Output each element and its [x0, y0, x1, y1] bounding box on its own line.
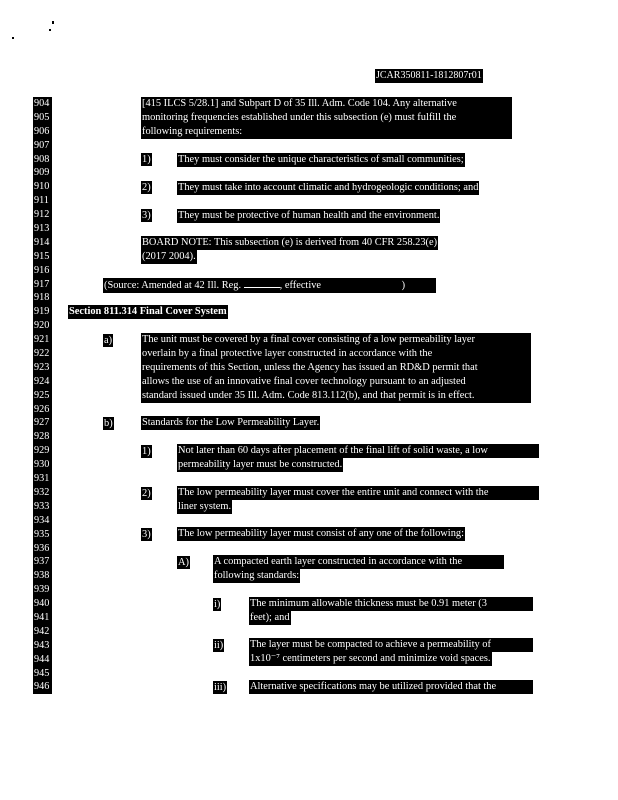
- line-number: 921: [34, 334, 50, 346]
- roman-line: The layer must be compacted to achieve a permeability of: [249, 638, 533, 652]
- requirement-text: They must consider the unique characteristics of small communities;: [178, 154, 464, 165]
- subitem-line: following standards:: [214, 570, 300, 581]
- line-number: 935: [34, 528, 50, 540]
- line-number: 941: [34, 611, 50, 623]
- requirement-label: 3): [142, 210, 151, 221]
- intro-line: following requirements:: [141, 125, 512, 139]
- line-number: 912: [34, 209, 50, 221]
- line-number: 939: [34, 584, 50, 596]
- line-number: 913: [34, 223, 50, 235]
- line-number: 920: [34, 320, 50, 332]
- line-number: 907: [34, 139, 50, 151]
- line-number: 930: [34, 459, 50, 471]
- requirement-label: 2): [142, 182, 151, 193]
- roman-line: The minimum allowable thickness must be 0.91 meter (3: [249, 597, 533, 611]
- source-note: [103, 278, 436, 293]
- para-b-label: b): [104, 418, 113, 429]
- line-number: 906: [34, 125, 50, 137]
- section-heading: Section 811.314 Final Cover System: [69, 306, 227, 317]
- board-note-line: (2017 2004).: [142, 251, 196, 262]
- roman-label: i): [214, 599, 221, 610]
- line-number: 945: [34, 667, 50, 679]
- item-label: 2): [142, 488, 151, 499]
- roman-line: 1x10⁻⁷ centimeters per second and minimize void spaces.: [250, 653, 491, 664]
- requirement-label: 1): [142, 154, 151, 165]
- line-number: 915: [34, 250, 50, 262]
- para-a-line: allows the use of an innovative final cover technology pursuant to an adjusted: [141, 375, 531, 389]
- line-number: 937: [34, 556, 50, 568]
- line-number: 910: [34, 181, 50, 193]
- line-number: 911: [34, 195, 49, 207]
- board-note-line: BOARD NOTE: This subsection (e) is derived from 40 CFR 258.23(e): [142, 237, 438, 248]
- line-number: 924: [34, 375, 50, 387]
- source-note-blank: [244, 278, 280, 288]
- line-number: 919: [34, 306, 50, 318]
- item-line: The low permeability layer must cover the entire unit and connect with the: [177, 486, 539, 500]
- line-number: 943: [34, 639, 50, 651]
- line-number-column: [33, 97, 52, 694]
- para-a-line: standard issued under 35 Ill. Adm. Code 813.112(b), and that permit is in effect.: [141, 389, 531, 403]
- item-line: permeability layer must be constructed.: [178, 459, 343, 470]
- line-number: 929: [34, 445, 50, 457]
- line-number: 944: [34, 653, 50, 665]
- roman-line: Alternative specifications may be utilized provided that the: [249, 680, 533, 694]
- item-label: 1): [142, 446, 151, 457]
- line-number: 914: [34, 236, 50, 248]
- requirement-text: They must take into account climatic and hydrogeologic conditions; and: [178, 182, 479, 193]
- line-number: 940: [34, 598, 50, 610]
- para-a-line: The unit must be covered by a final cover consisting of a low permeability layer: [141, 333, 531, 347]
- roman-line: feet); and: [250, 612, 290, 623]
- line-number: 932: [34, 486, 50, 498]
- para-a-label: a): [104, 335, 113, 346]
- scan-speck: [49, 29, 51, 31]
- line-number: 905: [34, 111, 50, 123]
- requirement-text: They must be protective of human health and the environment.: [178, 210, 440, 221]
- item-label: 3): [142, 529, 151, 540]
- item-line: liner system.: [178, 501, 232, 512]
- line-number: 917: [34, 278, 50, 290]
- roman-label: ii): [214, 640, 224, 651]
- intro-line: [415 ILCS 5/28.1] and Subpart D of 35 Ill. Adm. Code 104. Any alternative: [141, 97, 512, 111]
- item-line: Not later than 60 days after placement of the final lift of solid waste, a low: [177, 444, 539, 458]
- subitem-label: A): [178, 557, 189, 568]
- scan-speck: [12, 37, 14, 39]
- roman-label: iii): [214, 682, 227, 693]
- line-number: 928: [34, 431, 50, 443]
- line-number: 938: [34, 570, 50, 582]
- line-number: 904: [34, 98, 50, 109]
- intro-line: monitoring frequencies established under this subsection (e) must fulfill the: [141, 111, 512, 125]
- source-note-suffix: ): [401, 280, 406, 291]
- para-a-line: overlain by a final protective layer constructed in accordance with the: [141, 347, 531, 361]
- line-number: 942: [34, 625, 50, 637]
- line-number: 909: [34, 167, 50, 179]
- line-number: 931: [34, 473, 50, 485]
- line-number: 927: [34, 417, 50, 429]
- line-number: 922: [34, 348, 50, 360]
- line-number: 946: [34, 681, 50, 693]
- line-number: 926: [34, 403, 50, 415]
- line-number: 918: [34, 292, 50, 304]
- line-number: 936: [34, 542, 50, 554]
- source-note-middle: , effective: [279, 280, 324, 291]
- para-a-line: requirements of this Section, unless the Agency has issued an RD&D permit that: [141, 361, 531, 375]
- scan-speck: [52, 21, 54, 24]
- line-number: 916: [34, 264, 50, 276]
- para-b-text: Standards for the Low Permeability Layer.: [142, 417, 320, 428]
- item-line: The low permeability layer must consist of any one of the following:: [178, 528, 464, 539]
- line-number: 908: [34, 153, 50, 165]
- source-note-prefix: (Source: Amended at 42 Ill. Reg.: [104, 280, 244, 291]
- subitem-line: A compacted earth layer constructed in accordance with the: [213, 555, 504, 569]
- document-code: JCAR350811-1812807r01: [376, 70, 482, 81]
- line-number: 934: [34, 514, 50, 526]
- line-number: 925: [34, 389, 50, 401]
- line-number: 923: [34, 361, 50, 373]
- line-number: 933: [34, 500, 50, 512]
